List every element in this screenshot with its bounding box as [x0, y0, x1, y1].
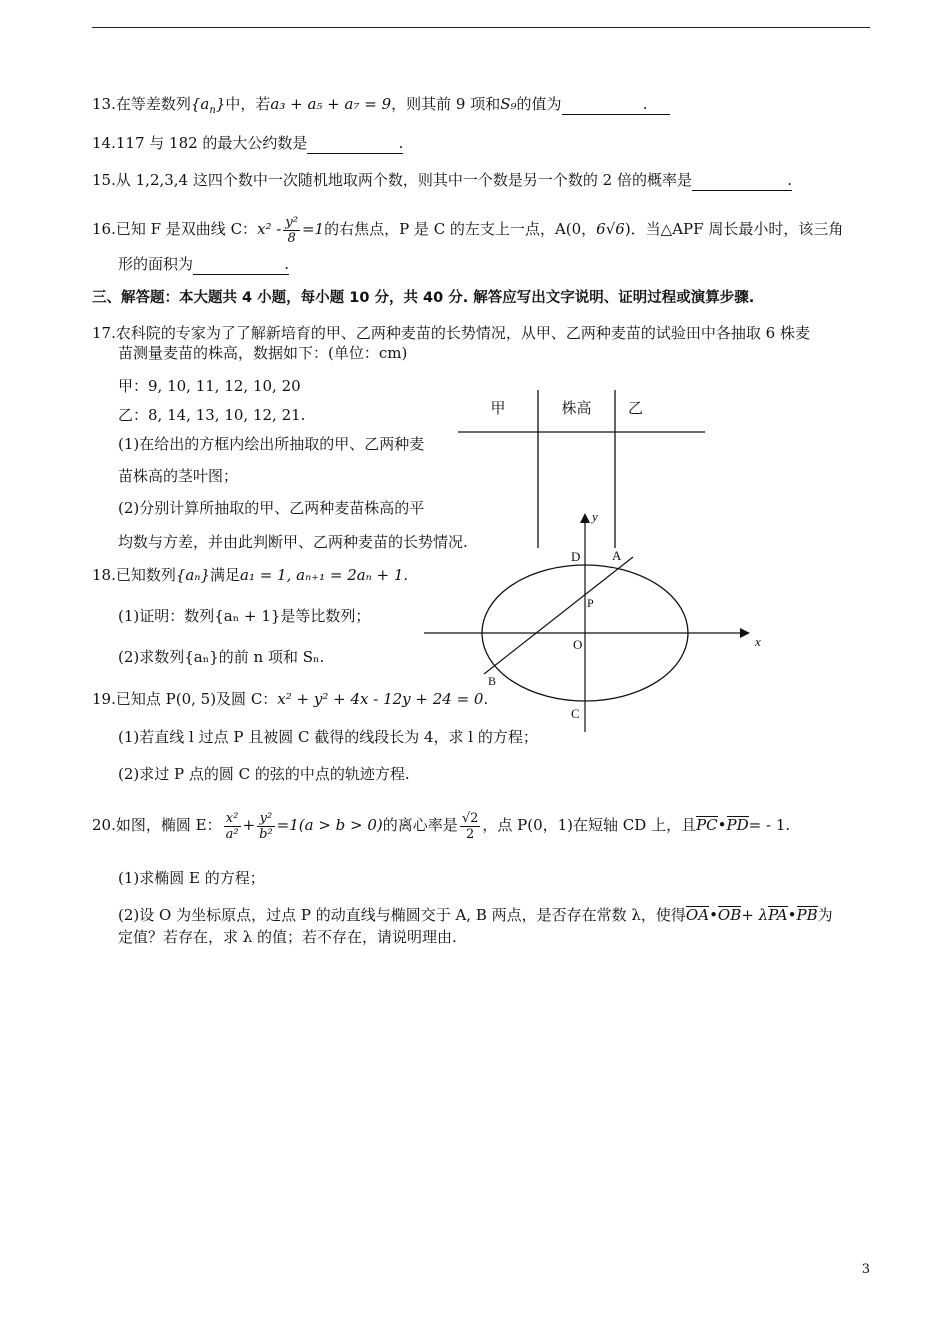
- page-number: 3: [861, 1262, 870, 1277]
- q13-seq-close: }: [215, 95, 226, 113]
- q16-eq-a: x² -: [257, 220, 282, 238]
- q20-e-num: √2: [461, 810, 479, 826]
- q20-frac-x: [224, 811, 241, 842]
- q20-plus: +: [242, 816, 256, 834]
- q20-vec-pd: PD: [726, 816, 749, 834]
- question-20: [92, 808, 790, 842]
- q20-vec-pc: PC: [696, 816, 718, 834]
- q19-number: 19.: [92, 690, 116, 708]
- q15-text: 从 1,2,3,4 这四个数中一次随机地取两个数，则其中一个数是另一个数的 2 倍的概率是: [115, 171, 692, 189]
- q18-part1: (1)证明：数列{aₙ + 1}是等比数列；: [118, 607, 371, 625]
- q17-part2-b: 均数与方差，并由此判断甲、乙两种麦苗的长势情况.: [118, 533, 468, 551]
- q17-jia-data: 甲：9, 10, 11, 12, 10, 20: [118, 377, 301, 395]
- q19-tail: .: [483, 690, 489, 708]
- q20-frac-x-num: x²: [224, 811, 241, 827]
- q20-dot-2: •: [709, 906, 718, 924]
- q20-lambda: + λ: [741, 906, 769, 924]
- q20-text-c: ，点 P(0，1)在短轴 CD 上，且: [482, 816, 697, 834]
- q17-line1: 农科院的专家为了了解新培育的甲、乙两种麦苗的长势情况，从甲、乙两种麦苗的试验田中各抽取 6 株麦: [115, 324, 810, 342]
- q13-blank-tail: .: [642, 95, 648, 113]
- q13-text-d: 的值为: [516, 95, 562, 113]
- stem-leaf-header-yi: 乙: [628, 399, 644, 417]
- point-d-label: D: [571, 549, 581, 564]
- q18-text-b: 满足: [209, 566, 240, 584]
- q20-text-d: = - 1.: [748, 816, 791, 834]
- q20-part2-c: 定值？若存在，求 λ 的值；若不存在，请说明理由.: [118, 928, 457, 946]
- q20-part2-b: 为: [817, 906, 833, 924]
- q20-dot-3: •: [787, 906, 797, 924]
- stem-leaf-header-jia: 甲: [490, 399, 506, 417]
- q18-condition: a₁ = 1, aₙ₊₁ = 2aₙ + 1: [240, 566, 404, 584]
- q20-frac-y: [257, 811, 275, 842]
- q17-part1-a: (1)在给出的方框内绘出所抽取的甲、乙两种麦: [118, 435, 425, 453]
- q16-number: 16.: [92, 220, 116, 238]
- q13-number: 13.: [92, 95, 116, 113]
- q15-number: 15.: [92, 171, 116, 189]
- y-axis-label: y: [592, 509, 598, 524]
- q18-text-a: 已知数列: [115, 566, 176, 584]
- q16-blank-tail: .: [284, 255, 290, 273]
- q17-part2-a: (2)分别计算所抽取的甲、乙两种麦苗株高的平: [118, 499, 425, 517]
- q17-yi-data: 乙：8, 14, 13, 10, 12, 21.: [118, 406, 306, 424]
- point-a-label: A: [612, 548, 622, 563]
- q20-vec-oa: OA: [685, 906, 710, 924]
- q16-eq-b: =1: [301, 220, 325, 238]
- line-ab: [484, 557, 633, 674]
- q20-e-den: 2: [465, 826, 475, 842]
- q13-text-b: 中，若: [225, 95, 271, 113]
- origin-label: O: [573, 637, 583, 652]
- q19-equation: x² + y² + 4x - 12y + 24 = 0: [277, 690, 484, 708]
- q13-sub: n: [209, 105, 216, 116]
- q20-part2-line1: [118, 905, 833, 925]
- q17-part1-b: 苗株高的茎叶图；: [118, 467, 239, 485]
- q20-eq-tail: =1(a > b > 0): [276, 816, 383, 834]
- q15-blank-tail: .: [787, 171, 792, 189]
- q16-text-b: 的右焦点，P 是 C 的左支上一点，A(0，: [324, 220, 597, 238]
- point-c-label: C: [571, 706, 580, 721]
- question-18: [92, 565, 408, 585]
- q19-part2: (2)求过 P 点的圆 C 的弦的中点的轨迹方程.: [118, 765, 410, 783]
- q20-vec-pb: PB: [796, 906, 818, 924]
- q20-text-a: 如图，椭圆 E：: [115, 816, 222, 834]
- q20-frac-y-num: y²: [257, 811, 275, 827]
- q16-frac-num: y²: [285, 214, 298, 230]
- q20-vec-pa: PA: [768, 906, 788, 924]
- q20-part1: (1)求椭圆 E 的方程；: [118, 869, 265, 887]
- q16-coord: 6√6: [596, 220, 625, 238]
- q18-tail: .: [403, 566, 409, 584]
- q13-expression: a₃ + a₅ + a₇ = 9: [270, 95, 392, 113]
- q19-part1: (1)若直线 l 过点 P 且被圆 C 截得的线段长为 4，求 l 的方程；: [118, 728, 538, 746]
- q20-vec-ob: OB: [717, 906, 742, 924]
- q20-text-b: 的离心率是: [382, 816, 458, 834]
- q17-line2: 苗测量麦苗的株高，数据如下：(单位：cm): [118, 344, 408, 362]
- q20-part2-a: (2)设 O 为坐标原点，过点 P 的动直线与椭圆交于 A, B 两点，是否存在常数 λ，使得: [118, 906, 686, 924]
- q14-number: 14.: [92, 134, 116, 152]
- q19-text-a: 已知点 P(0, 5)及圆 C：: [115, 690, 278, 708]
- q20-number: 20.: [92, 816, 116, 834]
- q13-text-a: 在等差数列: [115, 95, 191, 113]
- q13-seq: {a: [190, 95, 210, 113]
- q17-number: 17.: [92, 324, 116, 342]
- stem-leaf-header-height: 株高: [561, 399, 592, 417]
- q20-eccentricity: [460, 811, 481, 842]
- question-19: [92, 689, 488, 709]
- q18-number: 18.: [92, 566, 116, 584]
- q20-frac-x-den: a²: [225, 826, 239, 842]
- q16-frac-den: 8: [287, 230, 296, 246]
- q20-frac-y-den: b²: [259, 826, 273, 842]
- section-heading: 三、解答题：本大题共 4 小题，每小题 10 分，共 40 分. 解答应写出文字说明、证明过程或演算步骤.: [92, 290, 755, 306]
- q14-blank-tail: .: [398, 134, 404, 152]
- q13-s9: S₉: [500, 95, 517, 113]
- q16-text-a: 已知 F 是双曲线 C：: [115, 220, 258, 238]
- q14-text: 117 与 182 的最大公约数是: [115, 134, 308, 152]
- q18-seq: {aₙ}: [175, 566, 210, 584]
- x-axis-label: x: [755, 634, 761, 649]
- q20-dot-1: •: [717, 816, 727, 834]
- q18-part2: (2)求数列{aₙ}的前 n 项和 Sₙ.: [118, 648, 325, 666]
- q13-text-c: ，则其前 9 项和: [391, 95, 501, 113]
- point-p-label: P: [587, 596, 594, 610]
- q16-text-c: )．当△APF 周长最小时，该三角: [624, 220, 844, 238]
- q16-line2: 形的面积为: [118, 255, 194, 273]
- point-b-label: B: [488, 674, 497, 688]
